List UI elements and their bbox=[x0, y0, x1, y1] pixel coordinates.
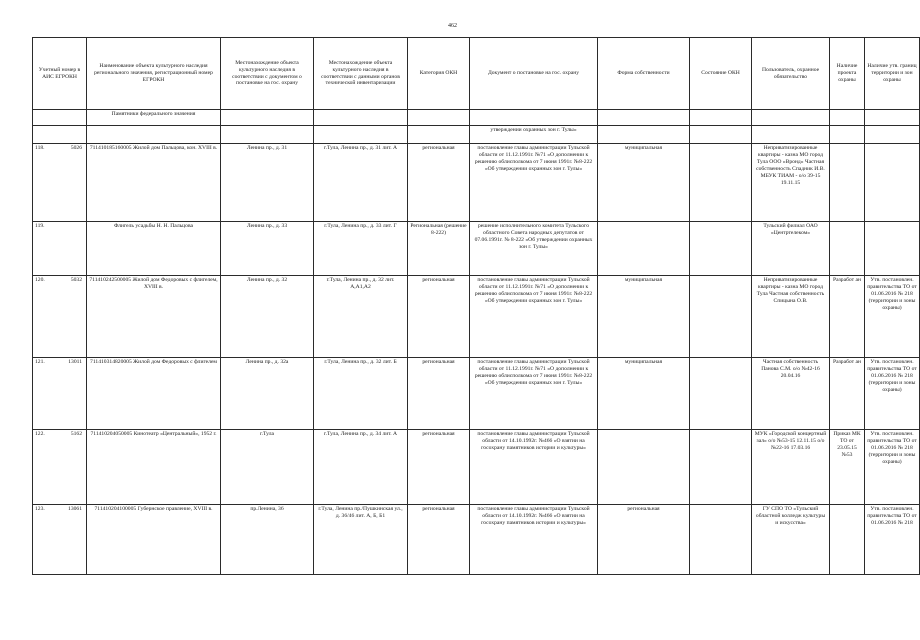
registry-number: 13061 bbox=[68, 506, 82, 512]
cell-location-doc: г.Тула bbox=[221, 430, 314, 505]
table-row bbox=[33, 505, 920, 575]
cell-condition bbox=[690, 430, 752, 505]
header-name: Наименование объекта культурного наследия регионального значения, регистрационный номер ЕГРОКН bbox=[87, 38, 221, 110]
cell-user: МУК «Городской концертный зал» о/о №53-15 12.11.15 о/о №22-16 17.03.16 bbox=[752, 430, 830, 505]
cell-ownership bbox=[598, 222, 690, 276]
rows-body bbox=[33, 144, 920, 575]
cell-name: 711410185160005 Жилой дом Пальцова, кон. XVIII в. bbox=[87, 144, 221, 222]
cell-document: постановление главы администрации Тульской области от 14.10.1992г. №466 «О взятии на госохрану памятников истории и культуры» bbox=[470, 430, 598, 505]
cell-row-number bbox=[33, 222, 87, 276]
cell-category: региональная bbox=[408, 430, 470, 505]
header-condition: Состояние ОКН bbox=[690, 38, 752, 110]
cell-project: Приказ МК ТО от 23.05.15 №53 bbox=[830, 430, 865, 505]
cell-project: Разработ ан bbox=[830, 358, 865, 430]
cell-user: Неприватизированные квартиры - казна МО город Тула ООО «Вронд» Частная собственность Спадник И.В. МБУК ТИАМ - о/о 39-15 19.11.15 bbox=[752, 144, 830, 222]
cell-row-number bbox=[33, 358, 87, 430]
cell-zones: Утв. постановлен. правительства ТО от 01.06.2016 № 218 (территории и зоны охраны) bbox=[865, 358, 920, 430]
registry-number: 5162 bbox=[70, 431, 82, 437]
header-user: Пользователь, охранное обязательство bbox=[752, 38, 830, 110]
cell-user: ГУ СПО ТО «Тульский областной колледж культуры и искусства» bbox=[752, 505, 830, 575]
header-loc-actual: Местонахождение объекта культурного наследия в соответствии с данными органов технической инвентаризации bbox=[314, 38, 408, 110]
cell-category: региональная bbox=[408, 144, 470, 222]
cell-document: постановление главы администрации Тульской области от 14.10.1992г. №466 «О взятии на госохрану памятников истории и культуры» bbox=[470, 505, 598, 575]
cell-ownership: региональная bbox=[598, 505, 690, 575]
federal-subheader: Памятники федерального значения bbox=[87, 110, 221, 126]
cell-location-actual: г.Тула, Ленина пр./Пушкинская ул., д. 36/46 лит. А, Б, Б1 bbox=[314, 505, 408, 575]
cell-name: 711410204100005 Губернское правление, XVIII в. bbox=[87, 505, 221, 575]
cell-location-doc: пр.Ленина, 36 bbox=[221, 505, 314, 575]
header-document: Документ о постановке на гос. охрану bbox=[470, 38, 598, 110]
cell-name: 711410242500005 Жилой дом Федоровых с флигелем, XVIII в. bbox=[87, 276, 221, 358]
cell-location-doc: Ленина пр., д. 32 bbox=[221, 276, 314, 358]
cell-row-number bbox=[33, 144, 87, 222]
cell-ownership bbox=[598, 430, 690, 505]
cell-zones: Утв. постановлен. правительства ТО от 01.06.2016 № 218 bbox=[865, 505, 920, 575]
cell-location-doc: Ленина пр., д. 32а bbox=[221, 358, 314, 430]
cell-project bbox=[830, 505, 865, 575]
row-index: 119. bbox=[35, 223, 45, 229]
cell-category: региональная bbox=[408, 505, 470, 575]
header-ownership: Форма собственности bbox=[598, 38, 690, 110]
cell-ownership: муниципальная bbox=[598, 276, 690, 358]
cell-condition bbox=[690, 144, 752, 222]
cell-project: Разработ ан bbox=[830, 276, 865, 358]
cell-zones: Утв. постановлен. правительства ТО от 01.06.2016 № 218 (территории и зоны охраны) bbox=[865, 430, 920, 505]
cell-category: региональная bbox=[408, 358, 470, 430]
header-reg: Учетный номер в АИС ЕГРОКН bbox=[33, 38, 87, 110]
cell-project bbox=[830, 144, 865, 222]
table-row bbox=[33, 358, 920, 430]
cell-zones bbox=[865, 144, 920, 222]
cell-document: постановление главы администрации Тульской области от 11.12.1991г. №71 «О дополнении к решению облисполкома от 7 июня 1991г. №8-222 «Об утверждении охранных зон г. Тулы» bbox=[470, 358, 598, 430]
cell-zones bbox=[865, 222, 920, 276]
cell-name: 711410204050005 Кинотеатр «Центральный», 1952 г. bbox=[87, 430, 221, 505]
row-index: 123. bbox=[35, 506, 45, 512]
cell-location-doc: Ленина пр., д. 31 bbox=[221, 144, 314, 222]
cell-category: Региональная (решение 8-222) bbox=[408, 222, 470, 276]
cell-location-actual: г.Тула, Ленина пр., д. 33 лит. Г bbox=[314, 222, 408, 276]
cell-row-number bbox=[33, 276, 87, 358]
federal-subheader-row bbox=[33, 110, 920, 126]
table-row bbox=[33, 276, 920, 358]
cell-document: постановление главы администрации Тульской области от 11.12.1991г. №71 «О дополнении к решению облисполкома от 7 июня 1991г. №8-222 «Об утверждении охранных зон г. Тулы» bbox=[470, 276, 598, 358]
cell-document: постановление главы администрации Тульской области от 11.12.1991г. №71 «О дополнении к решению облисполкома от 7 июня 1991г. №8-222 «Об утверждении охранных зон г. Тулы» bbox=[470, 144, 598, 222]
row-index: 121. bbox=[35, 359, 45, 365]
cell-location-actual: г.Тула, Ленина пр., д. 32 лит. А,А1,А2 bbox=[314, 276, 408, 358]
registry-number: 13011 bbox=[68, 359, 82, 365]
cell-location-doc: Ленина пр., д. 33 bbox=[221, 222, 314, 276]
cell-user: Тульский филиал ОАО «Центртелеком» bbox=[752, 222, 830, 276]
row-index: 122. bbox=[35, 431, 45, 437]
registry-number: 5032 bbox=[70, 277, 82, 283]
continuation-text: утверждении охранных зон г. Тулы» bbox=[470, 126, 598, 144]
cell-document: решение исполнительного комитета Тульского областного Совета народных депутатов от 07.06.1991г. № 8-222 «Об утверждении охранных зон г. Тулы» bbox=[470, 222, 598, 276]
cell-condition bbox=[690, 505, 752, 575]
cell-row-number bbox=[33, 505, 87, 575]
cell-name: 711410314820005 Жилой дом Федоровых с флигелем bbox=[87, 358, 221, 430]
registry-number: 5026 bbox=[70, 145, 82, 151]
monuments-registry-table bbox=[32, 37, 920, 575]
row-index: 118. bbox=[35, 145, 45, 151]
table-row bbox=[33, 430, 920, 505]
page-number: 462 bbox=[448, 23, 457, 29]
cell-location-actual: г.Тула, Ленина пр., д. 31 лит. А bbox=[314, 144, 408, 222]
cell-ownership: муниципальная bbox=[598, 144, 690, 222]
table-row bbox=[33, 144, 920, 222]
cell-location-actual: г.Тула, Ленина пр., д. 34 лит. А bbox=[314, 430, 408, 505]
cell-condition bbox=[690, 222, 752, 276]
cell-condition bbox=[690, 358, 752, 430]
cell-location-actual: г.Тула, Ленина пр., д. 32 лит. Б bbox=[314, 358, 408, 430]
header-row bbox=[33, 38, 920, 110]
cell-project bbox=[830, 222, 865, 276]
cell-zones: Утв. постановлен. правительства ТО от 01.06.2016 № 218 (территории и зоны охраны) bbox=[865, 276, 920, 358]
table-row bbox=[33, 222, 920, 276]
header-zones: Наличие утв. границ территории и зон охраны bbox=[865, 38, 920, 110]
header-loc-doc: Местонахождение объекта культурного наследия в соответствии с документом о постановке на гос. охрану bbox=[221, 38, 314, 110]
cell-user: Частная собственность Панова С.М. о/о №42-16 20.04.16 bbox=[752, 358, 830, 430]
cell-row-number bbox=[33, 430, 87, 505]
cell-ownership: муниципальная bbox=[598, 358, 690, 430]
continuation-row bbox=[33, 126, 920, 144]
cell-condition bbox=[690, 276, 752, 358]
header-project: Наличие проекта охраны bbox=[830, 38, 865, 110]
cell-category: региональная bbox=[408, 276, 470, 358]
row-index: 120. bbox=[35, 277, 45, 283]
cell-name: Флигель усадьбы Н. Н. Пальцова bbox=[87, 222, 221, 276]
header-category: Категория ОКН bbox=[408, 38, 470, 110]
cell-user: Неприватизированные квартиры - казна МО город Тула Частная собственность Спицына О.В. bbox=[752, 276, 830, 358]
